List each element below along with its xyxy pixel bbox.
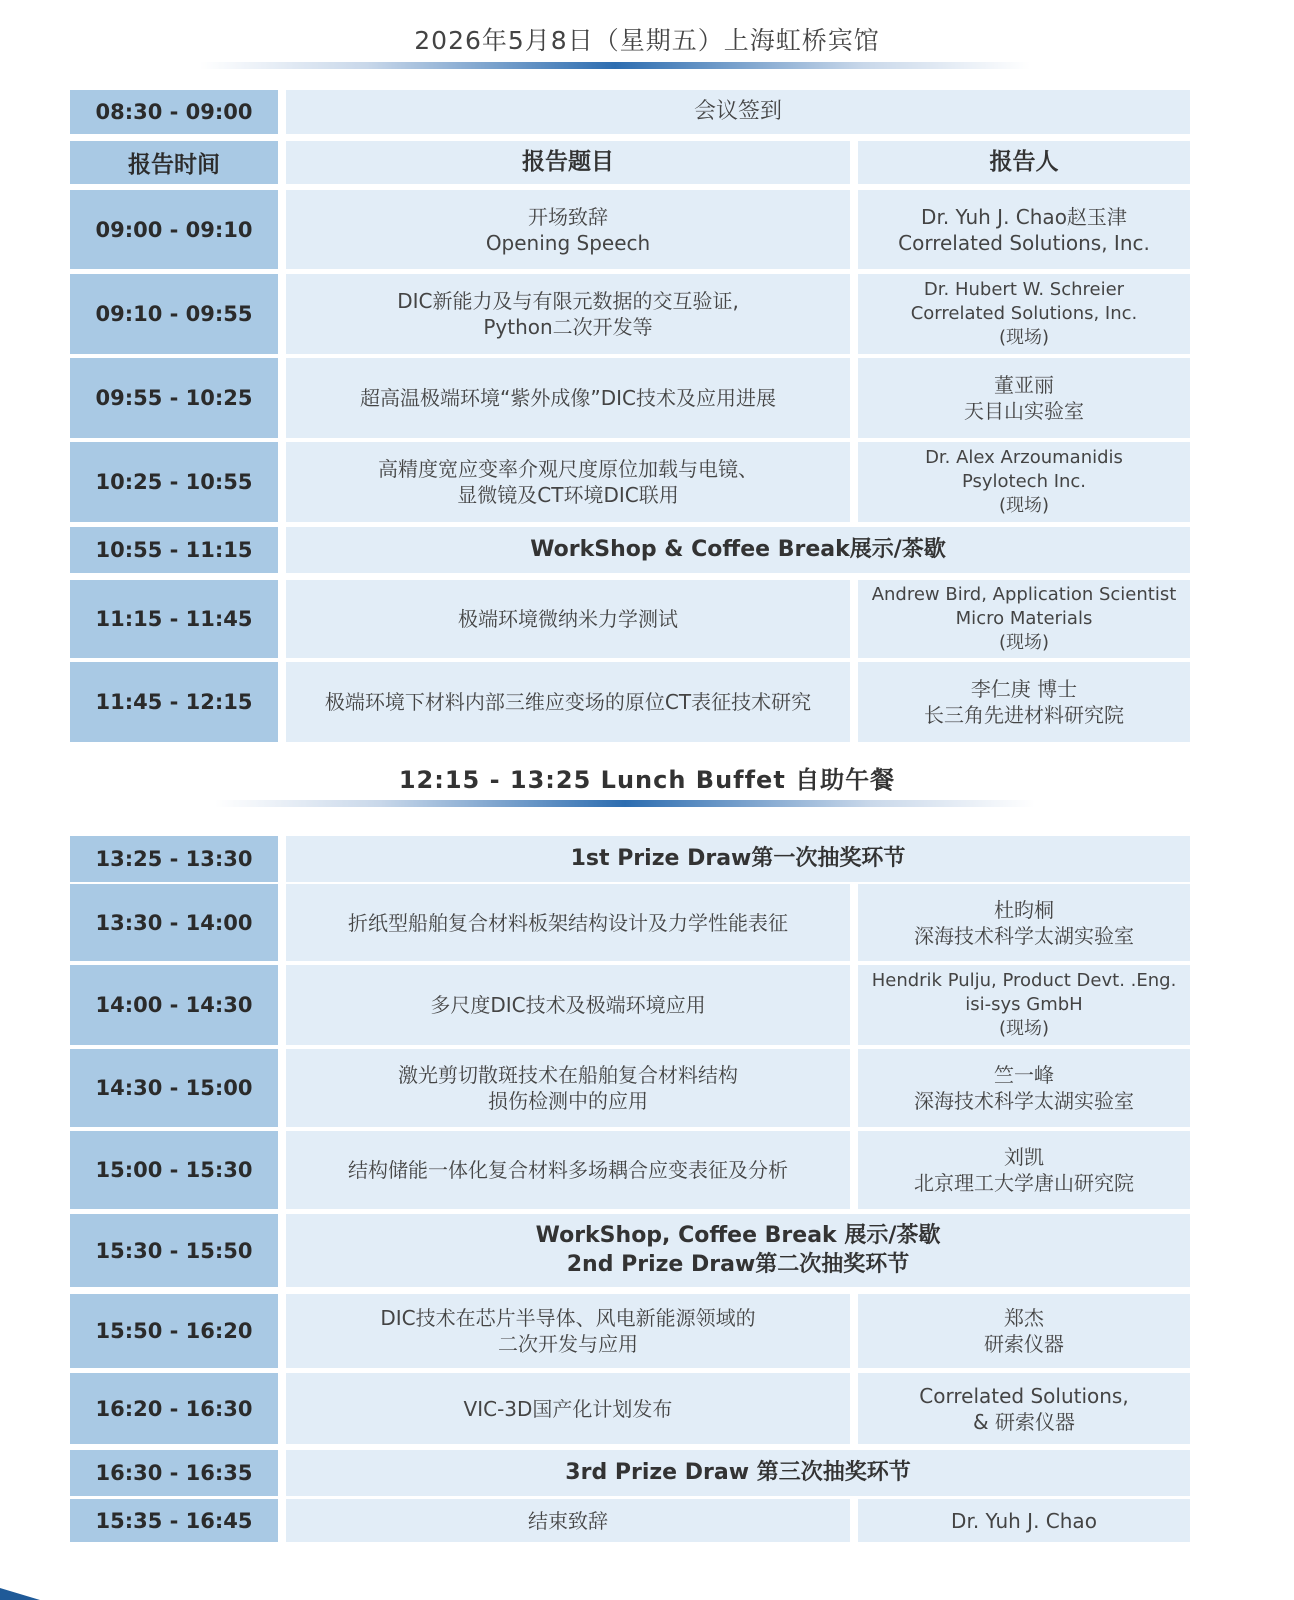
speaker-cell [858,1294,1190,1368]
checkin-label [286,90,1190,134]
topic-line: 损伤检测中的应用 [488,1089,648,1113]
break-cell [286,527,1190,573]
speaker-line: 李仁庚 博士 [970,677,1078,701]
break-line: 1st Prize Draw第一次抽奖环节 [570,845,906,871]
topic-line: 开场致辞 [528,204,608,229]
speaker-cell [858,884,1190,961]
speaker-line: 杜昀桐 [994,897,1054,922]
topic-cell [286,1373,850,1444]
checkin-time-text: 08:30 - 09:00 [95,100,253,124]
break-cell [286,1214,1190,1287]
time-text: 15:00 - 15:30 [95,1158,253,1182]
time-cell [70,358,278,438]
break-line: 2nd Prize Draw第二次抽奖环节 [566,1251,910,1277]
time-text: 10:25 - 10:55 [95,470,253,494]
break-cell [286,1450,1190,1496]
topic-line: 激光剪切散斑技术在船舶复合材料结构 [398,1063,738,1087]
speaker-cell [858,965,1190,1045]
time-text: 16:30 - 16:35 [95,1461,253,1485]
time-cell [70,836,278,882]
speaker-cell [858,1049,1190,1127]
speaker-line: (现场) [998,1017,1050,1039]
time-text: 16:20 - 16:30 [95,1396,253,1421]
break-line: 3rd Prize Draw 第三次抽奖环节 [565,1459,911,1485]
checkin-label-text: 会议签到 [693,98,782,124]
time-text: 11:15 - 11:45 [95,607,253,631]
speaker-line: (现场) [998,494,1050,516]
time-cell [70,1450,278,1496]
topic-line: 超高温极端环境“紫外成像”DIC技术及应用进展 [360,386,776,410]
speaker-line: 天目山实验室 [964,399,1084,423]
time-text: 15:35 - 16:45 [95,1508,253,1533]
header-topic [286,141,850,184]
time-text: 15:30 - 15:50 [95,1238,253,1263]
topic-cell [286,1131,850,1209]
speaker-line: Andrew Bird, Application Scientist [871,584,1177,606]
topic-cell [286,1049,850,1127]
topic-cell [286,580,850,658]
title-divider [200,62,1030,69]
speaker-cell [858,1373,1190,1444]
break-line: WorkShop, Coffee Break 展示/茶歇 [535,1222,941,1248]
speaker-line: Psylotech Inc. [961,471,1087,493]
lunch-title: 12:15 - 13:25 Lunch Buffet 自助午餐 [398,766,896,794]
corner-decoration [0,1588,40,1600]
speaker-line: Dr. Hubert W. Schreier [923,279,1125,301]
topic-line: 极端环境下材料内部三维应变场的原位CT表征技术研究 [324,690,812,714]
topic-cell [286,442,850,522]
header-time [70,141,278,184]
speaker-cell [858,190,1190,269]
speaker-line: Dr. Alex Arzoumanidis [925,447,1123,469]
speaker-line: (现场) [998,326,1050,348]
speaker-line: Dr. Yuh J. Chao赵玉津 [921,204,1127,229]
time-cell [70,527,278,573]
speaker-line: 长三角先进材料研究院 [924,703,1124,727]
speaker-line: Micro Materials [955,608,1093,630]
time-text: 09:55 - 10:25 [95,386,253,410]
lunch-divider [215,800,1035,807]
topic-cell [286,884,850,961]
topic-cell [286,358,850,438]
speaker-cell [858,580,1190,658]
speaker-line: 北京理工大学唐山研究院 [914,1171,1134,1195]
speaker-line: 刘凯 [1004,1145,1044,1169]
topic-line: 多尺度DIC技术及极端环境应用 [430,993,706,1017]
time-cell [70,1049,278,1127]
speaker-cell [858,442,1190,522]
speaker-line: 郑杰 [1004,1306,1044,1330]
speaker-line: & 研索仪器 [973,1409,1075,1434]
time-cell [70,274,278,354]
speaker-line: 深海技术科学太湖实验室 [914,1089,1134,1113]
topic-line: 结束致辞 [528,1508,608,1533]
time-cell [70,190,278,269]
topic-cell [286,965,850,1045]
speaker-line: isi-sys GmbH [965,994,1083,1016]
date-venue-title: 2026年5月8日（星期五）上海虹桥宾馆 [414,26,880,55]
topic-cell [286,274,850,354]
time-cell [70,442,278,522]
time-cell [70,662,278,742]
speaker-cell [858,662,1190,742]
time-cell [70,1294,278,1368]
time-text: 09:00 - 09:10 [95,217,253,242]
header-speaker-text: 报告人 [989,148,1059,175]
speaker-line: Correlated Solutions, Inc. [910,303,1138,325]
speaker-line: Correlated Solutions, Inc. [898,230,1150,255]
topic-line: 高精度宽应变率介观尺度原位加载与电镜、 [378,457,758,481]
topic-line: 折纸型船舶复合材料板架结构设计及力学性能表征 [348,910,788,935]
speaker-line: Hendrik Pulju, Product Devt. .Eng. [871,970,1177,992]
header-time-text: 报告时间 [128,152,220,178]
time-cell [70,1214,278,1287]
time-text: 14:30 - 15:00 [95,1076,253,1100]
time-text: 13:30 - 14:00 [95,910,253,935]
time-text: 11:45 - 12:15 [95,690,253,714]
speaker-line: 深海技术科学太湖实验室 [914,923,1134,948]
topic-line: VIC-3D国产化计划发布 [463,1396,673,1421]
time-text: 15:50 - 16:20 [95,1319,253,1343]
header-topic-text: 报告题目 [522,148,614,175]
checkin-time [70,90,278,134]
topic-line: Opening Speech [485,230,651,255]
time-text: 09:10 - 09:55 [95,302,253,326]
speaker-cell [858,1131,1190,1209]
time-cell [70,1499,278,1542]
topic-cell [286,662,850,742]
time-cell [70,884,278,961]
time-text: 10:55 - 11:15 [95,538,253,562]
speaker-line: 董亚丽 [994,373,1054,397]
speaker-cell [858,274,1190,354]
topic-line: 二次开发与应用 [498,1332,638,1356]
speaker-line: (现场) [998,631,1050,653]
speaker-line: 竺一峰 [994,1063,1054,1087]
speaker-cell [858,1499,1190,1542]
topic-cell [286,190,850,269]
speaker-line: Correlated Solutions, [919,1383,1129,1408]
time-cell [70,1373,278,1444]
speaker-cell [858,358,1190,438]
topic-line: DIC新能力及与有限元数据的交互验证, [397,289,739,313]
topic-line: 结构储能一体化复合材料多场耦合应变表征及分析 [348,1158,788,1182]
break-line: WorkShop & Coffee Break展示/茶歇 [530,536,946,562]
topic-cell [286,1499,850,1542]
topic-line: 显微镜及CT环境DIC联用 [457,483,679,507]
speaker-line: Dr. Yuh J. Chao [951,1508,1097,1533]
time-text: 13:25 - 13:30 [95,847,253,871]
break-cell [286,836,1190,882]
time-cell [70,1131,278,1209]
speaker-line: 研索仪器 [984,1332,1064,1356]
topic-cell [286,1294,850,1368]
time-text: 14:00 - 14:30 [95,993,253,1017]
topic-line: 极端环境微纳米力学测试 [458,607,678,631]
topic-line: DIC技术在芯片半导体、风电新能源领域的 [380,1306,756,1330]
time-cell [70,580,278,658]
header-speaker [858,141,1190,184]
time-cell [70,965,278,1045]
topic-line: Python二次开发等 [483,315,653,339]
